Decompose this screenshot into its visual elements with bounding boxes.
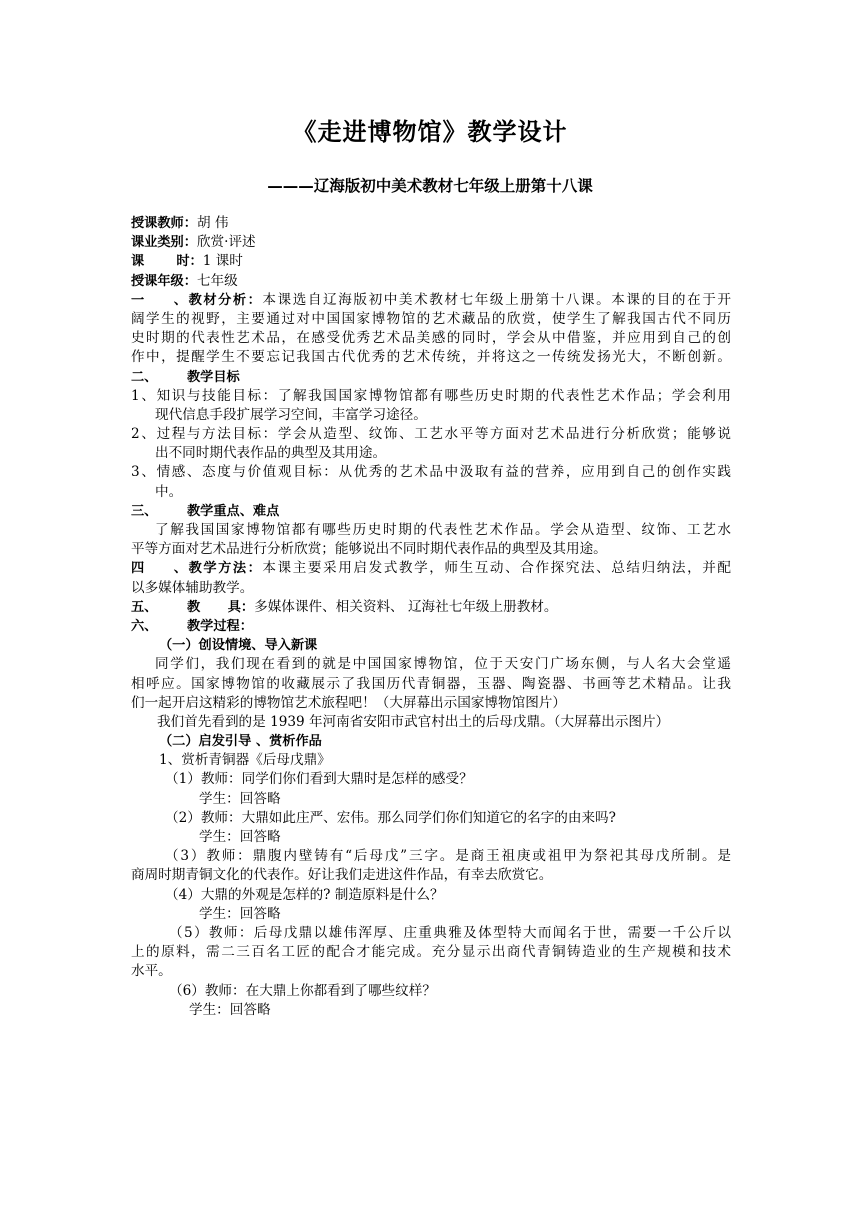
part-1-text-line: 同学们，我们现在看到的就是中国国家博物馆，位于天安门广场东侧，与人名大会堂遥 bbox=[155, 656, 731, 673]
goal-number: 1、 bbox=[131, 387, 155, 404]
goal-number: 2、 bbox=[131, 426, 155, 443]
section-2-number: 二、 bbox=[131, 369, 158, 385]
section-6-number: 六、 bbox=[131, 618, 158, 634]
section-1-text-line: 阔学生的视野，主要通过对中国国家博物馆的艺术藏品的欣赏，使学生了解我国古代不同历 bbox=[131, 310, 731, 327]
goal-number: 3、 bbox=[131, 464, 155, 481]
hours-line: 课 时：1 课时 bbox=[131, 253, 243, 270]
goal-text-line: 出不同时期代表作品的典型及其用途。 bbox=[155, 445, 387, 462]
goal-text: 知识与技能目标：了解我国国家博物馆都有哪些历史时期的代表性艺术作品；学会利用 bbox=[155, 387, 731, 404]
section-5-line bbox=[131, 598, 731, 617]
qa-answer: 学生：回答略 bbox=[199, 905, 281, 922]
section-4-first-line bbox=[131, 559, 731, 578]
section-2-heading-line bbox=[131, 368, 731, 387]
qa-text-line: 商周时期青铜文化的代表作。好让我们走进这件作品，有幸去欣赏它。 bbox=[131, 867, 553, 884]
qa-question: （6）教师：在大鼎上你都看到了哪些纹样？ bbox=[169, 982, 436, 999]
section-1-text-line: 史时期的代表性艺术品，在感受优秀艺术品美感的同时，学会从中借鉴，并应用到自己的创 bbox=[131, 330, 731, 347]
qa-question: （4）大鼎的外观是怎样的? 制造原料是什么？ bbox=[165, 886, 444, 903]
document-body bbox=[131, 214, 731, 1020]
section-4-number: 四、 bbox=[131, 561, 187, 577]
section-3-text-line: 平等方面对艺术品进行分析欣赏；能够说出不同时期代表作品的典型及其用途。 bbox=[131, 541, 607, 558]
grade-line: 授课年级：七年级 bbox=[131, 272, 238, 289]
teacher-label: 授课教师 bbox=[131, 216, 184, 231]
section-1-first-line bbox=[131, 291, 731, 310]
type-label: 课业类别 bbox=[131, 235, 184, 251]
teacher-line: 授课教师：胡 伟 bbox=[131, 215, 229, 231]
qa-answer: 学生：回答略 bbox=[199, 829, 281, 845]
qa-question: （2）教师：大鼎如此庄严、宏伟。那么同学们你们知道它的名字的由来吗? bbox=[165, 809, 616, 826]
section-6-heading-line bbox=[131, 617, 731, 636]
grade-value: 七年级 bbox=[196, 272, 238, 289]
goal-text: 过程与方法目标：学会从造型、纹饰、工艺水平等方面对艺术品进行分析欣赏；能够说 bbox=[155, 426, 731, 443]
type-value: 欣赏·评述 bbox=[196, 234, 256, 251]
section-3-number: 三、 bbox=[131, 503, 158, 519]
goal-text-line: 现代信息手段扩展学习空间，丰富学习途径。 bbox=[155, 406, 427, 423]
section-4-text-line: 以多媒体辅助教学。 bbox=[131, 579, 254, 596]
qa-question: （1）教师：同学们你们看到大鼎时是怎样的感受？ bbox=[165, 771, 473, 788]
goal-text: 情感、态度与价值观目标：从优秀的艺术品中汲取有益的营养，应用到自己的创作实践 bbox=[155, 464, 731, 481]
section-3-heading: 教学重点、难点 bbox=[187, 503, 280, 519]
part-1-text-line: 们一起开启这精彩的博物馆艺术旅程吧！（大屏幕出示国家博物馆图片） bbox=[131, 694, 566, 711]
section-4-heading: 教学方法： bbox=[187, 561, 263, 577]
document-title: 《走进博物馆》教学设计 bbox=[292, 118, 568, 146]
qa-question: （3）教师：鼎腹内壁铸有“后母戊”三字。是商王祖庚或祖甲为祭祀其母戊所制。是 bbox=[165, 848, 731, 865]
hours-value: 1 课时 bbox=[202, 253, 243, 270]
section-1-heading: 教材分析： bbox=[187, 292, 263, 308]
type-line: 课业类别：欣赏·评述 bbox=[131, 234, 256, 251]
section-3-text-line: 了解我国国家博物馆都有哪些历史时期的代表性艺术作品。学会从造型、纹饰、工艺水 bbox=[155, 522, 731, 538]
section-5-text: 多媒体课件、相关资料、 辽海社七年级上册教材。 bbox=[254, 598, 558, 615]
section-6-heading: 教学过程： bbox=[187, 618, 253, 634]
qa-text-line: 上的原料，需二三百名工匠的配合才能完成。充分显示出商代青铜铸造业的生产规模和技术 bbox=[131, 944, 731, 961]
part-1-text-line: 我们首先看到的是 1939 年河南省安阳市武官村出土的后母戊鼎。（大屏幕出示图片） bbox=[157, 713, 670, 730]
document-subtitle: ———辽海版初中美术教材七年级上册第十八课 bbox=[267, 177, 593, 195]
part-1-heading: （一）创设情境、导入新课 bbox=[159, 638, 318, 654]
section-1-text-line: 作中，提醒学生不要忘记我国古代优秀的艺术传统，并将这之一传统发扬光大，不断创新。 bbox=[131, 349, 731, 366]
section-2-heading: 教学目标 bbox=[187, 369, 240, 385]
qa-answer: 学生：回答略 bbox=[199, 790, 281, 807]
section-1-text: 本课选自辽海版初中美术教材七年级上册第十八课。本课的目的在于开 bbox=[262, 291, 732, 308]
qa-question: （5）教师：后母戊鼎以雄伟浑厚、庄重典雅及体型特大而闻名于世，需要一千公斤以 bbox=[169, 924, 731, 941]
goal-item bbox=[131, 425, 731, 444]
section-5-heading: 教 具： bbox=[187, 599, 255, 615]
part-2-heading: （二）启发引导 、赏析作品 bbox=[159, 734, 322, 750]
goal-item bbox=[131, 387, 731, 406]
grade-label: 授课年级 bbox=[131, 273, 184, 289]
section-1-number: 一、 bbox=[131, 292, 187, 308]
part-2-subheading: 1、赏析青铜器《后母戊鼎》 bbox=[159, 752, 331, 769]
section-3-heading-line bbox=[131, 502, 731, 521]
qa-answer: 学生：回答略 bbox=[189, 1001, 271, 1018]
qa-text-line: 水平。 bbox=[131, 963, 172, 980]
teacher-value: 胡 伟 bbox=[196, 215, 229, 231]
hours-label: 课 时 bbox=[131, 254, 190, 270]
section-5-number: 五、 bbox=[131, 599, 158, 615]
goal-text-line: 中。 bbox=[155, 483, 183, 500]
part-1-text-line: 相呼应。国家博物馆的收藏展示了我国历代青铜器，玉器、陶瓷器、书画等艺术精品。让我 bbox=[131, 675, 731, 692]
section-4-text: 本课主要采用启发式教学，师生互动、合作探究法、总结归纳法，并配 bbox=[262, 560, 732, 577]
goal-item bbox=[131, 463, 731, 482]
